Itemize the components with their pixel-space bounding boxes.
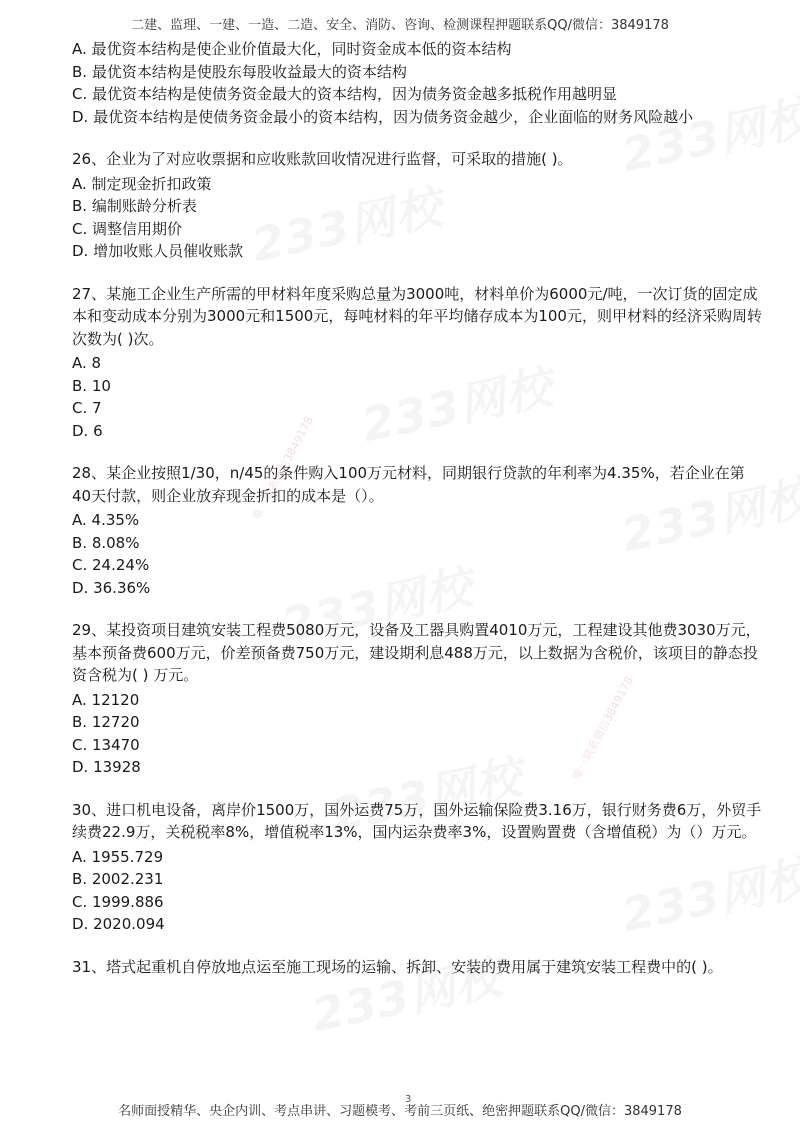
question-26 xyxy=(72,148,762,263)
document-body xyxy=(72,38,762,980)
option-d: D. 36.36% xyxy=(72,578,151,597)
side-watermark: 唯一联系微信3849178 xyxy=(570,674,636,783)
question-31 xyxy=(72,956,762,979)
question-text: 27、某施工企业生产所需的甲材料年度采购总量为3000吨，材料单价为6000元/吨，一次订货的固定成本和变动成本分别为3000元和1500元，每吨材料的年平均储存成本为100元，则甲材料的经济采购周转次数为( )次。 xyxy=(72,284,762,348)
option-d: D. 2020.094 xyxy=(72,915,165,933)
question-text: 29、某投资项目建筑安装工程费5080万元，设备及工器具购置4010万元，工程建设其他费3030万元，基本预备费600万元，价差预备费750万元，建设期利息488万元，以上数据为含税价，该项目的静态投资含税为( ) 万元。 xyxy=(72,621,761,684)
footer-text: 名师面授精华、央企内训、考点串讲、习题模考、考前三页纸、绝密押题联系QQ/微信：3849178 xyxy=(118,1104,682,1119)
option-b: B. 10 xyxy=(72,376,111,395)
option-b: B. 8.08% xyxy=(72,533,140,552)
option-c: C. 最优资本结构是使债务资金最大的资本结构，因为债务资金越多抵税作用越明显 xyxy=(72,85,618,103)
option-c: C. 13470 xyxy=(72,735,140,754)
option-d: D. 最优资本结构是使债务资金最小的资本结构，因为债务资金越少，企业面临的财务风险越小 xyxy=(72,107,694,126)
page-number: 3 xyxy=(405,1094,412,1105)
option-c: C. 7 xyxy=(72,399,102,417)
question-text: 31、塔式起重机自停放地点运至施工现场的运输、拆卸、安装的费用属于建筑安装工程费中的( )。 xyxy=(72,957,723,976)
question-text: 26、企业为了对应收票据和应收账款回收情况进行监督，可采取的措施( )。 xyxy=(72,150,573,168)
page-footer xyxy=(0,1100,800,1119)
option-a: A. 1955.729 xyxy=(72,847,164,866)
option-c: C. 1999.886 xyxy=(72,892,164,911)
option-b: B. 2002.231 xyxy=(72,870,164,888)
option-c: C. 24.24% xyxy=(72,556,150,574)
question-text: 30、进口机电设备，离岸价1500万，国外运费75万，国外运输保险费3.16万，银行财务费6万，外贸手续费22.9万，关税税率8%，增值税率13%，国内运杂费率3%，设置购置费（含增值税）为（）万元。 xyxy=(72,800,762,841)
option-a: A. 最优资本结构是使企业价值最大化，同时资金成本低的资本结构 xyxy=(72,40,512,58)
page-header: 二建、监理、一建、一造、二造、安全、消防、咨询、检测课程押题联系QQ/微信：3849178 xyxy=(131,18,669,33)
option-a: A. 制定现金折扣政策 xyxy=(72,174,212,193)
option-d: D. 13928 xyxy=(72,758,141,776)
option-a: A. 12120 xyxy=(72,690,140,709)
option-c: C. 调整信用期价 xyxy=(72,219,183,238)
option-a: A. 8 xyxy=(72,354,102,372)
question-27 xyxy=(72,283,762,443)
option-d: D. 6 xyxy=(72,421,103,440)
side-watermark: 唯一联系微信3849178 xyxy=(250,414,316,523)
option-b: B. 编制账龄分析表 xyxy=(72,197,197,215)
previous-question-options xyxy=(72,38,762,128)
question-text: 28、某企业按照1/30，n/45的条件购入100万元材料，同期银行贷款的年利率为4.35%，若企业在第40天付款，则企业放弃现金折扣的成本是（）。 xyxy=(72,464,745,505)
question-30 xyxy=(72,799,762,936)
question-29 xyxy=(72,619,762,779)
option-b: B. 最优资本结构是使股东每股收益最大的资本结构 xyxy=(72,62,407,81)
option-d: D. 增加收账人员催收账款 xyxy=(72,242,244,260)
option-a: A. 4.35% xyxy=(72,511,140,529)
question-28 xyxy=(72,462,762,599)
option-b: B. 12720 xyxy=(72,713,140,731)
